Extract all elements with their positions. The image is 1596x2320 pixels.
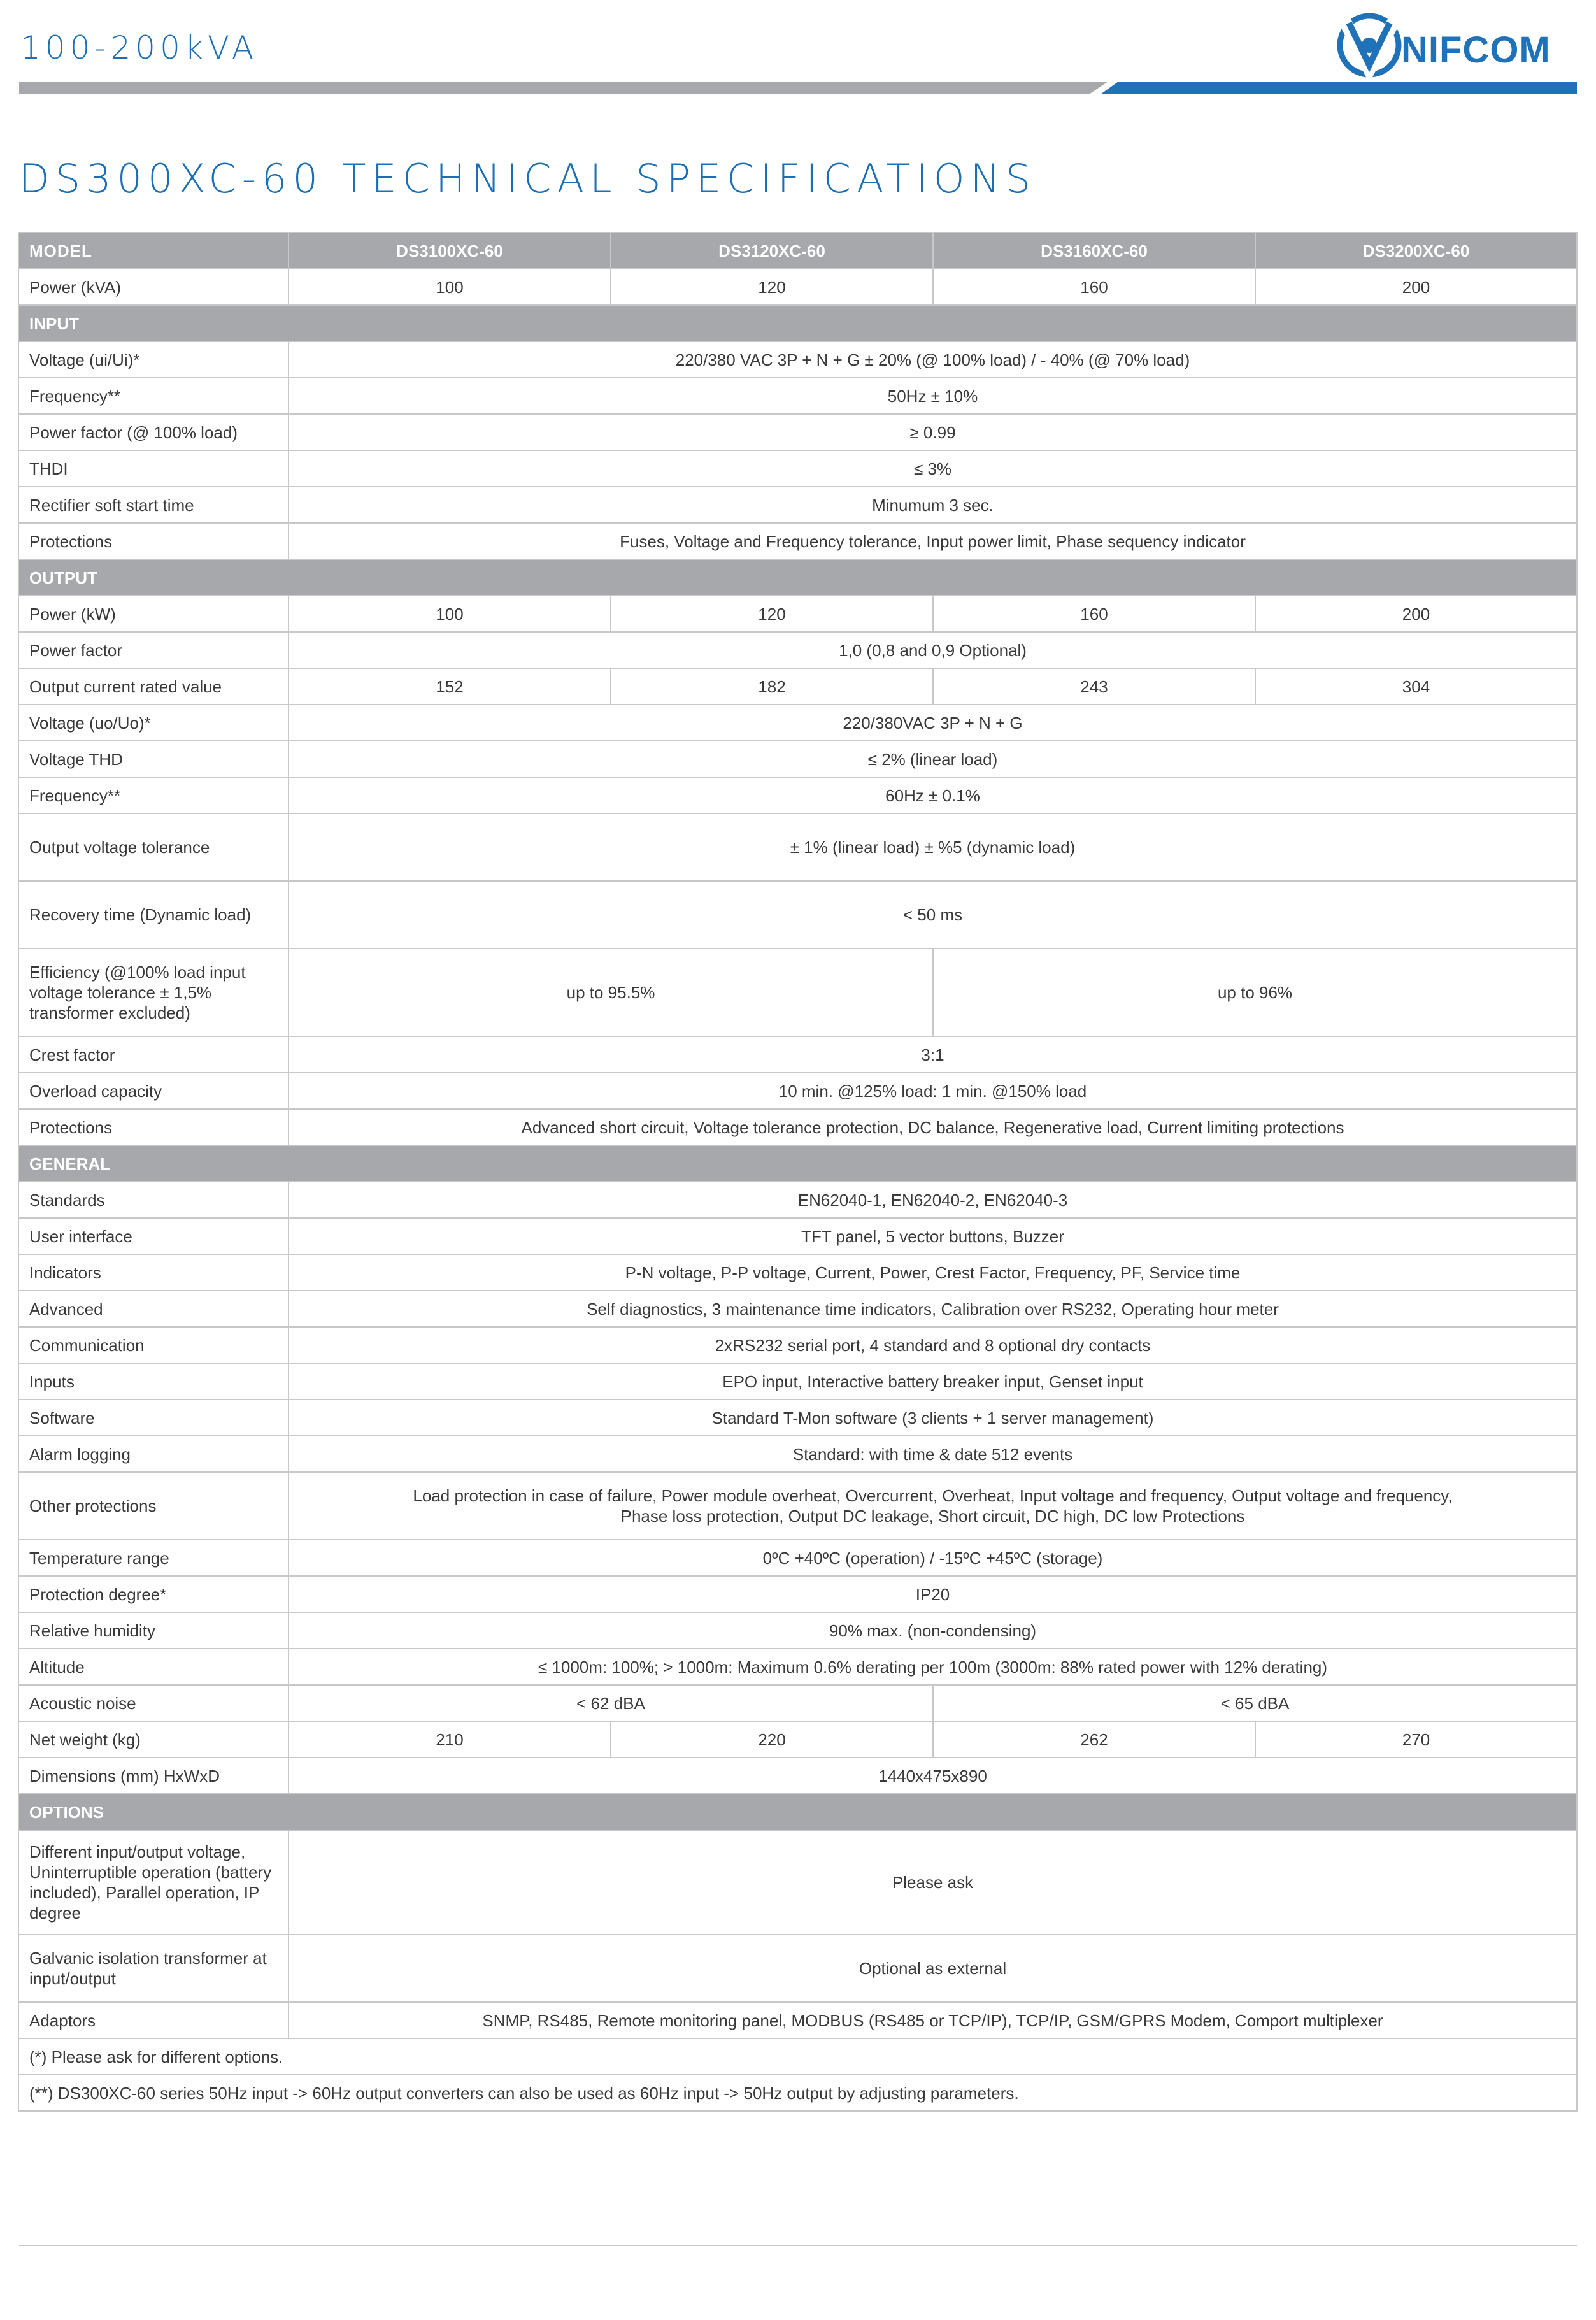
cell-value: 60Hz ± 0.1% bbox=[289, 777, 1577, 813]
cell-value: 50Hz ± 10% bbox=[289, 378, 1577, 414]
cell-value: 160 bbox=[933, 269, 1255, 305]
cell-value: Please ask bbox=[289, 1830, 1577, 1935]
table-row bbox=[18, 450, 1577, 487]
table-row bbox=[18, 813, 1577, 881]
row-label: Galvanic isolation transformer at input/output bbox=[18, 1935, 289, 2002]
row-label: Protections bbox=[18, 523, 289, 559]
section-header-options bbox=[18, 1794, 1577, 1830]
cell-value: 243 bbox=[933, 668, 1255, 705]
row-label: Power factor (@ 100% load) bbox=[18, 414, 289, 450]
page-title: DS300XC-60 TECHNICAL SPECIFICATIONS bbox=[19, 155, 1037, 202]
table-row bbox=[18, 705, 1577, 741]
cell-value: 152 bbox=[289, 668, 611, 705]
range-label: 100-200kVA bbox=[20, 29, 259, 66]
cell-value: 2xRS232 serial port, 4 standard and 8 optional dry contacts bbox=[289, 1327, 1577, 1363]
cell-value: < 65 dBA bbox=[933, 1685, 1577, 1721]
table-row bbox=[18, 668, 1577, 705]
table-row bbox=[18, 341, 1577, 378]
cell-value: 200 bbox=[1255, 596, 1577, 632]
cell-value: up to 95.5% bbox=[289, 949, 933, 1036]
footnote: (**) DS300XC-60 series 50Hz input -> 60Hz output converters can also be used as 60Hz input -> 50Hz output by adjusting parameters. bbox=[18, 2075, 1577, 2111]
cell-value: 160 bbox=[933, 596, 1255, 632]
row-label: Net weight (kg) bbox=[18, 1721, 289, 1758]
row-label: Recovery time (Dynamic load) bbox=[18, 881, 289, 949]
row-label: Overload capacity bbox=[18, 1073, 289, 1109]
row-label: Different input/output voltage, Uninterruptible operation (battery included), Parallel operation, IP degree bbox=[18, 1830, 289, 1935]
cell-value: 100 bbox=[289, 596, 611, 632]
cell-value: 0ºC +40ºC (operation) / -15ºC +45ºC (storage) bbox=[289, 1540, 1577, 1576]
table-row bbox=[18, 1612, 1577, 1649]
row-label: Protection degree* bbox=[18, 1576, 289, 1612]
cell-value: 182 bbox=[611, 668, 933, 705]
section-title: OUTPUT bbox=[18, 559, 1577, 596]
cell-value: Standard: with time & date 512 events bbox=[289, 1436, 1577, 1472]
cell-value: EN62040-1, EN62040-2, EN62040-3 bbox=[289, 1182, 1577, 1218]
cell-value bbox=[289, 1472, 1577, 1540]
model-header: MODEL bbox=[18, 233, 289, 269]
table-row bbox=[18, 2075, 1577, 2111]
cell-value: 210 bbox=[289, 1721, 611, 1758]
model-col-4: DS3200XC-60 bbox=[1255, 233, 1577, 269]
table-row bbox=[18, 1576, 1577, 1612]
cell-value: 1440x475x890 bbox=[289, 1758, 1577, 1794]
table-row bbox=[18, 1830, 1577, 1935]
table-row bbox=[18, 1291, 1577, 1327]
row-label: Communication bbox=[18, 1327, 289, 1363]
section-title: GENERAL bbox=[18, 1145, 1577, 1182]
cell-value: ≤ 1000m: 100%; > 1000m: Maximum 0.6% derating per 100m (3000m: 88% rated power with 12% derating) bbox=[289, 1649, 1577, 1685]
header-bar-blue bbox=[1101, 82, 1577, 94]
row-label: Rectifier soft start time bbox=[18, 487, 289, 523]
table-row bbox=[18, 1758, 1577, 1794]
table-row bbox=[18, 777, 1577, 813]
footer-divider bbox=[19, 2245, 1577, 2246]
table-row bbox=[18, 741, 1577, 777]
table-row bbox=[18, 1327, 1577, 1363]
row-label: Voltage (uo/Uo)* bbox=[18, 705, 289, 741]
table-row bbox=[18, 1254, 1577, 1291]
table-row bbox=[18, 1540, 1577, 1576]
cell-value: < 62 dBA bbox=[289, 1685, 933, 1721]
cell-line: Load protection in case of failure, Power module overheat, Overcurrent, Overheat, Input voltage and frequency, Output voltage and frequency, bbox=[413, 1486, 1453, 1505]
table-row bbox=[18, 1182, 1577, 1218]
table-row bbox=[18, 1472, 1577, 1540]
row-label: Voltage (ui/Ui)* bbox=[18, 341, 289, 378]
row-label: Efficiency (@100% load input voltage tolerance ± 1,5% transformer excluded) bbox=[18, 949, 289, 1036]
section-title: INPUT bbox=[18, 305, 1577, 341]
row-label: Inputs bbox=[18, 1363, 289, 1400]
cell-value: 100 bbox=[289, 269, 611, 305]
cell-value: TFT panel, 5 vector buttons, Buzzer bbox=[289, 1218, 1577, 1254]
table-row bbox=[18, 378, 1577, 414]
row-label: Power factor bbox=[18, 632, 289, 668]
table-row bbox=[18, 632, 1577, 668]
table-row bbox=[18, 1649, 1577, 1685]
cell-value: Minumum 3 sec. bbox=[289, 487, 1577, 523]
cell-line: Phase loss protection, Output DC leakage, Short circuit, DC high, DC low Protections bbox=[620, 1507, 1245, 1526]
cell-value: 90% max. (non-condensing) bbox=[289, 1612, 1577, 1649]
section-title: OPTIONS bbox=[18, 1794, 1577, 1830]
table-row bbox=[18, 414, 1577, 450]
row-label: Voltage THD bbox=[18, 741, 289, 777]
cell-value: 220 bbox=[611, 1721, 933, 1758]
row-label: User interface bbox=[18, 1218, 289, 1254]
row-label: Standards bbox=[18, 1182, 289, 1218]
table-row bbox=[18, 1363, 1577, 1400]
row-label: Advanced bbox=[18, 1291, 289, 1327]
cell-value: ≤ 2% (linear load) bbox=[289, 741, 1577, 777]
cell-value: IP20 bbox=[289, 1576, 1577, 1612]
row-label: Acoustic noise bbox=[18, 1685, 289, 1721]
cell-value: Advanced short circuit, Voltage tolerance protection, DC balance, Regenerative load, Current limiting protections bbox=[289, 1109, 1577, 1145]
spec-table bbox=[18, 232, 1578, 2112]
row-label: Altitude bbox=[18, 1649, 289, 1685]
row-label: Software bbox=[18, 1400, 289, 1436]
section-header-general bbox=[18, 1145, 1577, 1182]
row-label: Relative humidity bbox=[18, 1612, 289, 1649]
cell-value: EPO input, Interactive battery breaker input, Genset input bbox=[289, 1363, 1577, 1400]
cell-value: ± 1% (linear load) ± %5 (dynamic load) bbox=[289, 813, 1577, 881]
model-col-2: DS3120XC-60 bbox=[611, 233, 933, 269]
table-row bbox=[18, 1036, 1577, 1073]
cell-value: SNMP, RS485, Remote monitoring panel, MODBUS (RS485 or TCP/IP), TCP/IP, GSM/GPRS Modem, Comport multiplexer bbox=[289, 2002, 1577, 2038]
cell-value: < 50 ms bbox=[289, 881, 1577, 949]
cell-value: ≤ 3% bbox=[289, 450, 1577, 487]
cell-value: 120 bbox=[611, 269, 933, 305]
footnote: (*) Please ask for different options. bbox=[18, 2038, 1577, 2075]
cell-value: up to 96% bbox=[933, 949, 1577, 1036]
section-header-input bbox=[18, 305, 1577, 341]
cell-value: P-N voltage, P-P voltage, Current, Power, Crest Factor, Frequency, PF, Service time bbox=[289, 1254, 1577, 1291]
table-row bbox=[18, 1935, 1577, 2002]
row-label: Crest factor bbox=[18, 1036, 289, 1073]
row-label: Protections bbox=[18, 1109, 289, 1145]
cell-value: 262 bbox=[933, 1721, 1255, 1758]
nifcom-logo bbox=[1331, 9, 1579, 82]
row-label: Alarm logging bbox=[18, 1436, 289, 1472]
cell-value: 220/380VAC 3P + N + G bbox=[289, 705, 1577, 741]
table-row bbox=[18, 881, 1577, 949]
cell-value: Standard T-Mon software (3 clients + 1 server management) bbox=[289, 1400, 1577, 1436]
cell-value: 304 bbox=[1255, 668, 1577, 705]
row-label: Output current rated value bbox=[18, 668, 289, 705]
table-row bbox=[18, 523, 1577, 559]
model-col-3: DS3160XC-60 bbox=[933, 233, 1255, 269]
table-row bbox=[18, 2002, 1577, 2038]
table-row bbox=[18, 2038, 1577, 2075]
table-row bbox=[18, 1685, 1577, 1721]
table-row bbox=[18, 1436, 1577, 1472]
cell-value: 3:1 bbox=[289, 1036, 1577, 1073]
table-row bbox=[18, 1400, 1577, 1436]
cell-value: 220/380 VAC 3P + N + G ± 20% (@ 100% load) / - 40% (@ 70% load) bbox=[289, 341, 1577, 378]
row-label: Power (kVA) bbox=[18, 269, 289, 305]
table-row bbox=[18, 1721, 1577, 1758]
cell-value: 200 bbox=[1255, 269, 1577, 305]
logo-mark-icon bbox=[1340, 16, 1399, 75]
row-label: Frequency** bbox=[18, 777, 289, 813]
row-label: Frequency** bbox=[18, 378, 289, 414]
table-row bbox=[18, 1073, 1577, 1109]
row-label: THDI bbox=[18, 450, 289, 487]
row-label: Output voltage tolerance bbox=[18, 813, 289, 881]
row-label: Temperature range bbox=[18, 1540, 289, 1576]
cell-value: Fuses, Voltage and Frequency tolerance, Input power limit, Phase sequency indicator bbox=[289, 523, 1577, 559]
table-row bbox=[18, 1218, 1577, 1254]
table-row bbox=[18, 949, 1577, 1036]
header-bar-gray bbox=[19, 82, 1108, 94]
table-row bbox=[18, 269, 1577, 305]
row-label: Indicators bbox=[18, 1254, 289, 1291]
table-row bbox=[18, 1109, 1577, 1145]
cell-value: 270 bbox=[1255, 1721, 1577, 1758]
row-label: Dimensions (mm) HxWxD bbox=[18, 1758, 289, 1794]
cell-value: 10 min. @125% load: 1 min. @150% load bbox=[289, 1073, 1577, 1109]
table-row bbox=[18, 596, 1577, 632]
cell-value: 1,0 (0,8 and 0,9 Optional) bbox=[289, 632, 1577, 668]
row-label: Power (kW) bbox=[18, 596, 289, 632]
table-header-row bbox=[18, 233, 1577, 269]
cell-value: Optional as external bbox=[289, 1935, 1577, 2002]
section-header-output bbox=[18, 559, 1577, 596]
model-col-1: DS3100XC-60 bbox=[289, 233, 611, 269]
cell-value: 120 bbox=[611, 596, 933, 632]
row-label: Adaptors bbox=[18, 2002, 289, 2038]
svg-text:NIFCOM: NIFCOM bbox=[1401, 29, 1551, 71]
cell-value: Self diagnostics, 3 maintenance time indicators, Calibration over RS232, Operating hour meter bbox=[289, 1291, 1577, 1327]
table-row bbox=[18, 487, 1577, 523]
row-label: Other protections bbox=[18, 1472, 289, 1540]
cell-value: ≥ 0.99 bbox=[289, 414, 1577, 450]
